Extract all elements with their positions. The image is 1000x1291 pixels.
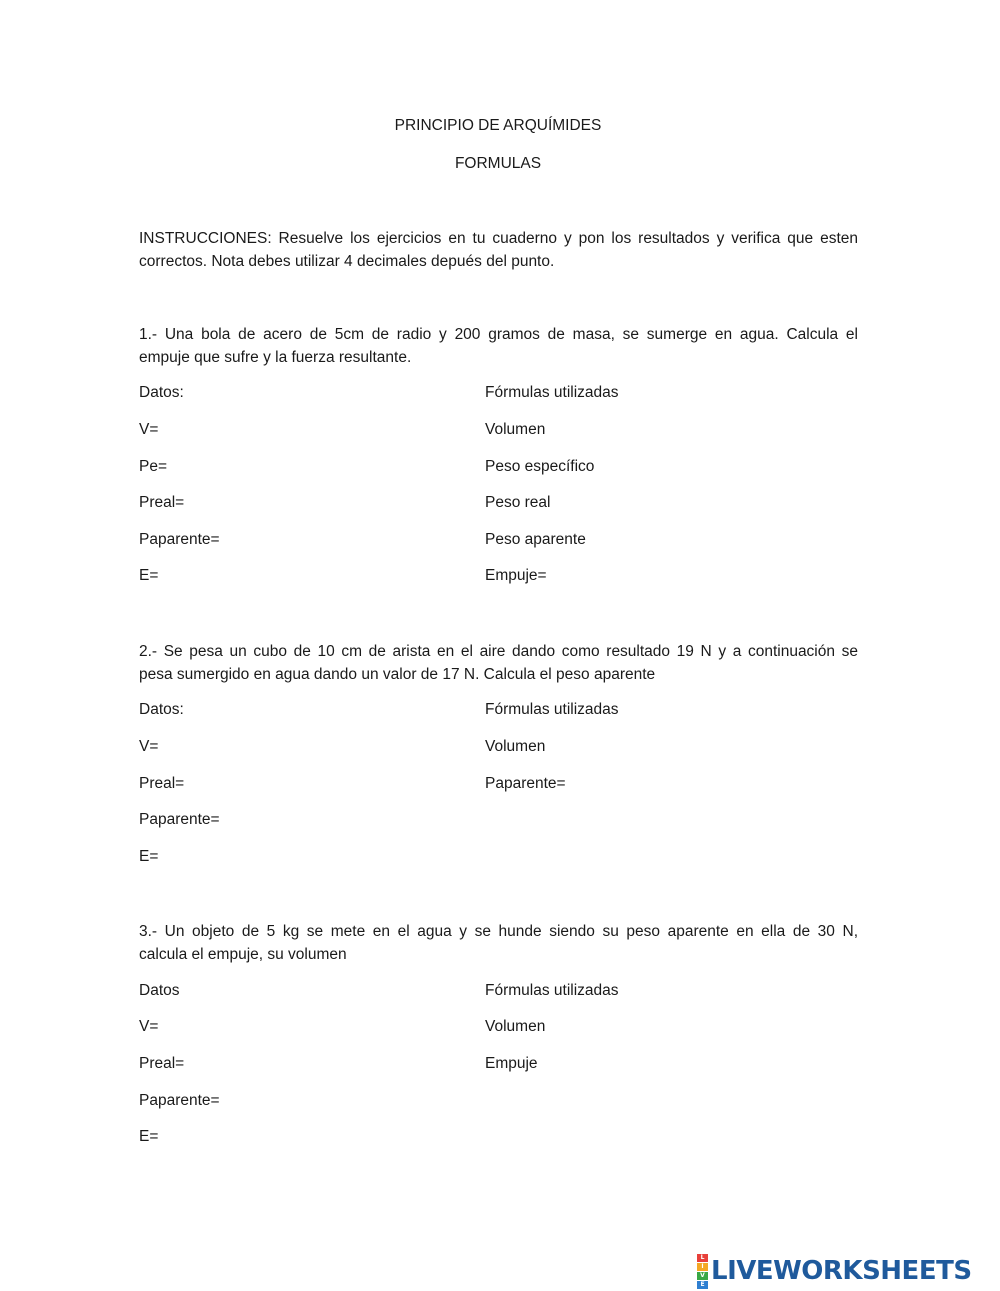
data-label: E= (139, 1128, 159, 1145)
instructions-line: correctos. Nota debes utilizar 4 decimales depués del punto. (139, 253, 555, 270)
data-label: E= (139, 848, 159, 865)
formula-label: Fórmulas utilizadas (485, 982, 619, 999)
formula-label: Peso aparente (485, 531, 586, 548)
logo-badge-icon (697, 1254, 708, 1289)
problem-line: 1.- Una bola de acero de 5cm de radio y 200 gramos de masa, se sumerge en agua. Calcula el (139, 326, 858, 343)
formula-label: Fórmulas utilizadas (485, 384, 619, 401)
formula-label: Fórmulas utilizadas (485, 701, 619, 718)
logo-badge-letter: E (697, 1281, 708, 1289)
formula-label: Volumen (485, 738, 546, 755)
problem-line: 3.- Un objeto de 5 kg se mete en el agua y se hunde siendo su peso aparente en ella de 30 N, (139, 923, 858, 940)
formula-label: Empuje (485, 1055, 538, 1072)
formula-label: Volumen (485, 421, 546, 438)
liveworksheets-logo (697, 1253, 972, 1288)
formula-label: Empuje= (485, 567, 547, 584)
formula-label: Volumen (485, 1018, 546, 1035)
page-subtitle: FORMULAS (454, 155, 542, 172)
formula-label: Peso real (485, 494, 551, 511)
problem-line: 2.- Se pesa un cubo de 10 cm de arista en el aire dando como resultado 19 N y a continuación se (139, 643, 858, 660)
instructions (139, 227, 858, 273)
logo-badge-letter: V (697, 1272, 708, 1280)
data-label: Datos: (139, 384, 184, 401)
problem-1-statement (139, 323, 858, 369)
logo-badge-letter: L (697, 1254, 708, 1262)
logo-badge-letter: I (697, 1263, 708, 1271)
problem-3-statement (139, 920, 858, 966)
data-label: Paparente= (139, 811, 220, 828)
problem-2-statement (139, 640, 858, 686)
problem-line: calcula el empuje, su volumen (139, 946, 347, 963)
data-label: V= (139, 738, 159, 755)
data-label: Datos (139, 982, 180, 999)
formula-label: Peso específico (485, 458, 595, 475)
data-label: Paparente= (139, 531, 220, 548)
data-label: V= (139, 1018, 159, 1035)
data-label: Datos: (139, 701, 184, 718)
formula-label: Paparente= (485, 775, 566, 792)
problem-line: empuje que sufre y la fuerza resultante. (139, 349, 412, 366)
logo-text: LIVEWORKSHEETS (711, 1256, 972, 1286)
problem-line: pesa sumergido en agua dando un valor de 17 N. Calcula el peso aparente (139, 666, 656, 683)
instructions-line: INSTRUCCIONES: Resuelve los ejercicios en tu cuaderno y pon los resultados y verifica que esten (139, 230, 858, 247)
data-label: V= (139, 421, 159, 438)
data-label: E= (139, 567, 159, 584)
page-title: PRINCIPIO DE ARQUÍMIDES (394, 117, 602, 134)
data-label: Paparente= (139, 1092, 220, 1109)
data-label: Preal= (139, 775, 185, 792)
data-label: Preal= (139, 1055, 185, 1072)
data-label: Preal= (139, 494, 185, 511)
data-label: Pe= (139, 458, 168, 475)
